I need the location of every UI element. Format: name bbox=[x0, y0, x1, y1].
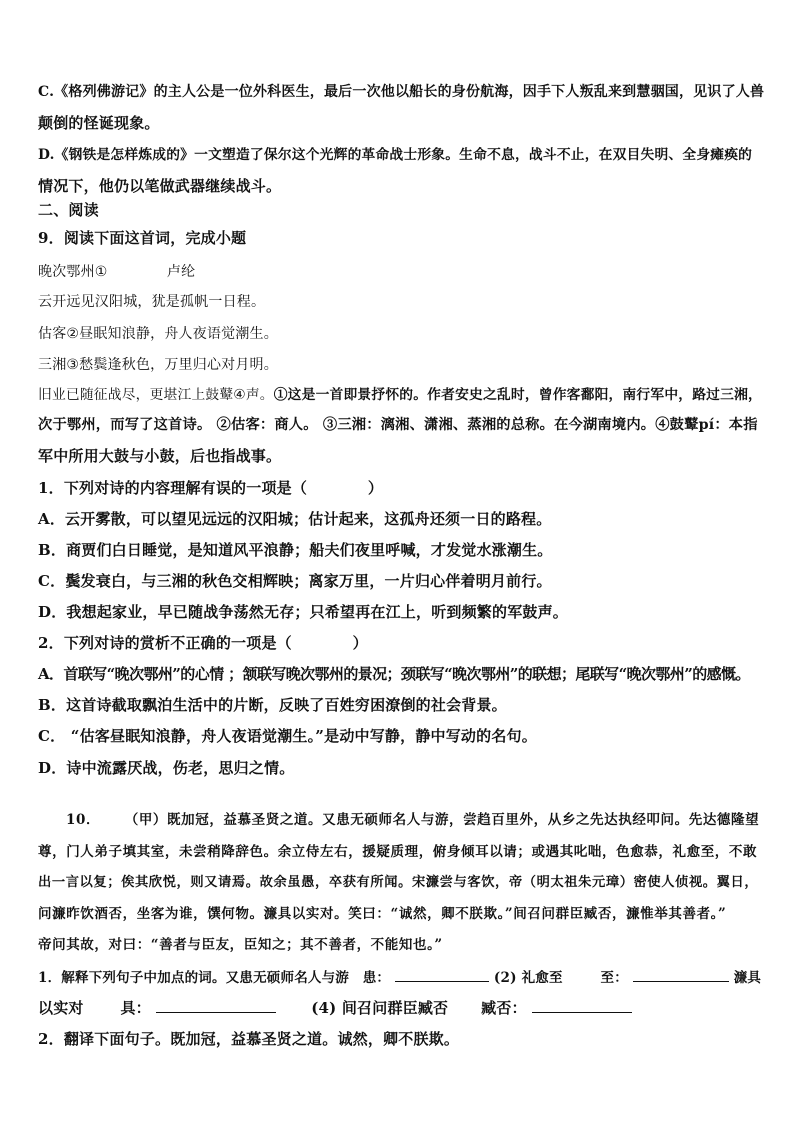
poem-line-2: 估客②昼眠知浪静，舟人夜语觉潮生。 bbox=[38, 326, 278, 342]
exercise-1-line-2 bbox=[38, 998, 632, 1018]
q1-option-a: A．云开雾散，可以望见远远的汉阳城；估计起来，这孤舟还须一日的路程。 bbox=[38, 510, 552, 528]
exercise-1-line-1 bbox=[38, 967, 761, 988]
option-d-line2: 情况下，他仍以笔做武器继续战斗。 bbox=[38, 177, 282, 195]
exercise-1-item-4-label: 臧否： bbox=[481, 999, 527, 1017]
exercise-1-item-4: (4) 间召问群臣臧否 bbox=[311, 999, 449, 1017]
question-9-1: 1．下列对诗的内容理解有误的一项是（ ） bbox=[38, 479, 384, 497]
section-heading: 二、阅读 bbox=[38, 201, 99, 219]
answer-blank-zangpi[interactable] bbox=[532, 998, 632, 1013]
answer-blank-huan[interactable] bbox=[395, 967, 489, 982]
poem-title: 晚次鄂州① bbox=[38, 264, 108, 280]
poem-line-3: 三湘③愁鬓逢秋色，万里归心对月明。 bbox=[38, 357, 278, 373]
q2-option-a: A．首联写“晚次鄂州”的心情 ；颔联写晚次鄂州的景况；颈联写“晚次鄂州”的联想；尾联写“晚次鄂州”的感慨。 bbox=[38, 665, 750, 683]
answer-blank-zhi[interactable] bbox=[633, 967, 729, 982]
question-10-number: 10． bbox=[66, 812, 101, 828]
note-line-2: 次于鄂州，而写了这首诗。 ②估客：商人。 ③三湘：漓湘、潇湘、蒸湘的总称。在今湖南境内。④鼓鼙pí：本指 bbox=[38, 417, 758, 433]
question-9-2: 2．下列对诗的赏析不正确的一项是（ ） bbox=[38, 634, 368, 652]
poem-line-1: 云开远见汉阳城，犹是孤帆一日程。 bbox=[38, 294, 266, 310]
exercise-1-item-2: (2) 礼愈至 bbox=[493, 970, 563, 986]
passage-line-4: 问濂昨饮酒否，坐客为谁，馔何物。濂具以实对。笑曰：“诚然，卿不朕欺。”间召问群臣臧否，濂惟举其善者。” bbox=[38, 906, 727, 922]
q1-option-c: C．鬓发衰白，与三湘的秋色交相辉映；离家万里，一片归心伴着明月前行。 bbox=[38, 572, 552, 590]
note-line-3: 军中所用大鼓与小鼓，后也指战事。 bbox=[38, 447, 282, 465]
exercise-1-prompt: 1．解释下列句子中加点的词。又患无硕师名人与游 患： bbox=[38, 970, 391, 986]
q1-option-b: B．商贾们白日睡觉，是知道风平浪静；船夫们夜里呼喊，才发觉水涨潮生。 bbox=[38, 541, 553, 559]
option-c-line2: 颠倒的怪诞现象。 bbox=[38, 114, 160, 132]
q1-option-d: D．我想起家业，早已随战争荡然无存；只希望再在江上，听到频繁的军鼓声。 bbox=[38, 603, 569, 621]
passage-line-5: 帝问其故，对曰：“善者与臣友，臣知之；其不善者，不能知也。” bbox=[38, 937, 443, 953]
question-9: 9．阅读下面这首词，完成小题 bbox=[38, 229, 247, 247]
exercise-1-item-3-label: 具： bbox=[120, 999, 151, 1017]
passage-line-2: 尊，门人弟子填其室，未尝稍降辞色。余立侍左右，援疑质理，俯身倾耳以请；或遇其叱咄，色愈恭，礼愈至，不敢 bbox=[38, 844, 758, 860]
option-d-line1: D.《钢铁是怎样炼成的》一文塑造了保尔这个光辉的革命战士形象。生命不息，战斗不止，在双目失明、全身瘫痪的 bbox=[38, 147, 753, 163]
passage-text-1: （甲）既加冠，益慕圣贤之道。又患无硕师名人与游，尝趋百里外，从乡之先达执经叩问。先达德隆望 bbox=[124, 812, 760, 828]
exercise-2: 2．翻译下面句子。既加冠，益慕圣贤之道。诚然，卿不朕欺。 bbox=[38, 1030, 460, 1048]
option-c-line1: C.《格列佛游记》的主人公是一位外科医生，最后一次他以船长的身份航海，因手下人叛乱来到慧骃国，见识了人兽 bbox=[38, 84, 765, 100]
exercise-1-item-3-start: 濂具 bbox=[733, 970, 762, 986]
poem-author: 卢纶 bbox=[166, 264, 196, 280]
note-line-1: ①这是一首即景抒怀的。作者安史之乱时，曾作客鄱阳，南行军中，路过三湘， bbox=[273, 387, 762, 403]
poem-title-line bbox=[38, 262, 195, 282]
poem-line-4-with-note bbox=[38, 385, 762, 405]
exercise-1-item-2-label: 至： bbox=[600, 970, 628, 986]
exercise-1-item-3-end: 以实对 bbox=[38, 999, 84, 1017]
q2-option-d: D．诗中流露厌战，伤老，思归之情。 bbox=[38, 759, 295, 777]
q2-option-c: C． “估客昼眠知浪静，舟人夜语觉潮生。”是动中写静，静中写动的名句。 bbox=[38, 727, 537, 745]
answer-blank-ju[interactable] bbox=[156, 998, 276, 1013]
poem-line-4: 旧业已随征战尽，更堪江上鼓鼙④声。 bbox=[38, 387, 274, 403]
passage-line-1 bbox=[66, 810, 759, 830]
passage-line-3: 出一言以复；俟其欣悦，则又请焉。故余虽愚，卒获有所闻。宋濂尝与客饮，帝（明太祖朱元璋）密使人侦视。翼日， bbox=[38, 875, 759, 890]
q2-option-b: B．这首诗截取飘泊生活中的片断，反映了百姓穷困潦倒的社会背景。 bbox=[38, 696, 507, 714]
